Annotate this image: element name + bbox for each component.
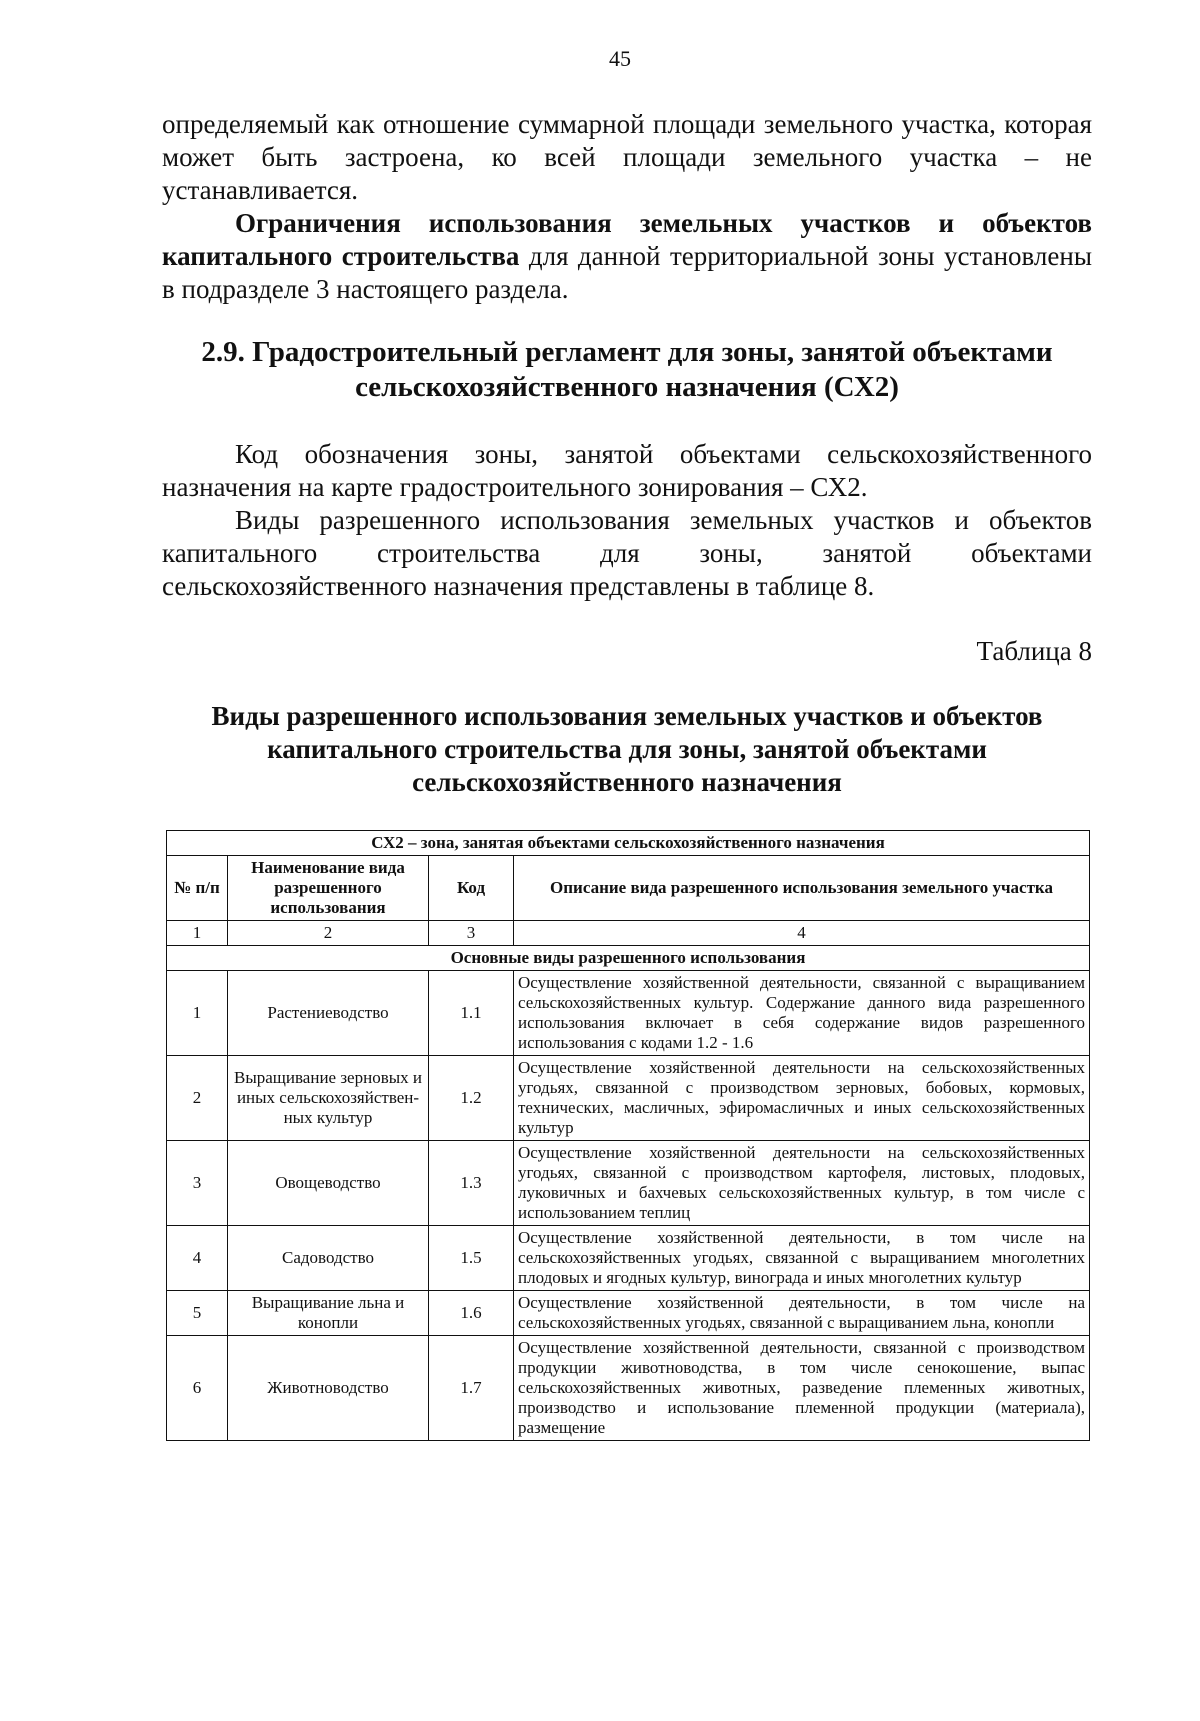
column-index: 2 (228, 921, 429, 946)
row-number: 4 (167, 1226, 228, 1291)
use-code: 1.5 (429, 1226, 514, 1291)
column-header-num: № п/п (167, 856, 228, 921)
use-description: Осуществление хозяйственной деятельности на сельскохозяйственных угодьях, связанной с производством зерновых, бобовых, кормовых, технических, масличных, эфиромасличных и иных сельскохозяйственных культур (514, 1056, 1090, 1141)
row-number: 5 (167, 1291, 228, 1336)
permitted-use-paragraph: Виды разрешенного использования земельных участков и объектов капитального строительства для зоны, занятой объектами сельскохозяйственного назначения представлены в таблице 8. (162, 505, 1092, 601)
column-index: 4 (514, 921, 1090, 946)
table-title: Виды разрешенного использования земельных участков и объектов капитального строительства для зоны, занятой объектами сельскохозяйственного назначения (211, 701, 1043, 797)
table-row (167, 1226, 1090, 1291)
page-number: 45 (609, 46, 631, 71)
use-description: Осуществление хозяйственной деятельности, в том числе на сельскохозяйственных угодьях, связанной с выращиванием многолетних плодовых и ягодных культур, винограда и иных многолетних культур (514, 1226, 1090, 1291)
column-header-row (167, 856, 1090, 921)
use-code: 1.3 (429, 1141, 514, 1226)
table-caption: Таблица 8 (976, 636, 1092, 666)
row-number: 3 (167, 1141, 228, 1226)
section-header-cell: Основные виды разрешенного использования (167, 946, 1090, 971)
use-description: Осуществление хозяйственной деятельности, в том числе на сельскохозяйственных угодьях, связанной с выращиванием льна, конопли (514, 1291, 1090, 1336)
section-heading: 2.9. Градостроительный регламент для зоны, занятой объектами сельскохозяйственного назначения (СХ2) (201, 336, 1053, 403)
row-number: 6 (167, 1336, 228, 1441)
table-row (167, 1291, 1090, 1336)
use-name: Выращивание льна и конопли (228, 1291, 429, 1336)
use-code: 1.1 (429, 971, 514, 1056)
use-name: Выращивание зерновых и иных сельскохозяйствен-ных культур (228, 1056, 429, 1141)
table-row (167, 1056, 1090, 1141)
column-header-code: Код (429, 856, 514, 921)
use-code: 1.6 (429, 1291, 514, 1336)
column-index-row (167, 921, 1090, 946)
row-number: 2 (167, 1056, 228, 1141)
zone-header-row (167, 831, 1090, 856)
use-code: 1.7 (429, 1336, 514, 1441)
paragraph-continuation: определяемый как отношение суммарной площади земельного участка, которая может быть застроена, ко всей площади земельного участка – не устанавливается. (162, 109, 1092, 205)
use-name: Садоводство (228, 1226, 429, 1291)
use-code: 1.2 (429, 1056, 514, 1141)
zone-code-paragraph: Код обозначения зоны, занятой объектами сельскохозяйственного назначения на карте градостроительного зонирования – СХ2. (162, 439, 1092, 502)
use-name: Животноводство (228, 1336, 429, 1441)
row-number: 1 (167, 971, 228, 1056)
restrictions-regular-text: для данной территориальной зоны установлены в подразделе 3 настоящего раздела. (162, 241, 1092, 304)
table-row (167, 971, 1090, 1056)
permitted-uses-table (166, 830, 1090, 1441)
section-header-row (167, 946, 1090, 971)
restrictions-paragraph (162, 207, 1092, 306)
column-index: 3 (429, 921, 514, 946)
use-description: Осуществление хозяйственной деятельности на сельскохозяйственных угодьях, связанной с производством картофеля, листовых, плодовых, луковичных и бахчевых сельскохозяйственных культур, в том числе с использованием теплиц (514, 1141, 1090, 1226)
use-description: Осуществление хозяйственной деятельности, связанной с производством продукции животноводства, в том числе сенокошение, выпас сельскохозяйственных животных, разведение племенных животных, производство и использование племенной продукции (материала), размещение (514, 1336, 1090, 1441)
zone-header-cell: СХ2 – зона, занятая объектами сельскохозяйственного назначения (167, 831, 1090, 856)
column-header-description: Описание вида разрешенного использования земельного участка (514, 856, 1090, 921)
use-name: Овощеводство (228, 1141, 429, 1226)
table-row (167, 1141, 1090, 1226)
restrictions-bold-text: Ограничения использования земельных участков и объектов капитального строительства (162, 208, 1092, 271)
table-row (167, 1336, 1090, 1441)
column-index: 1 (167, 921, 228, 946)
use-description: Осуществление хозяйственной деятельности, связанной с выращиванием сельскохозяйственных культур. Содержание данного вида разрешенного использования включает в себя содержание видов разрешенного использования с кодами 1.2 - 1.6 (514, 971, 1090, 1056)
use-name: Растениеводство (228, 971, 429, 1056)
column-header-name: Наименование вида разрешенного использования (228, 856, 429, 921)
